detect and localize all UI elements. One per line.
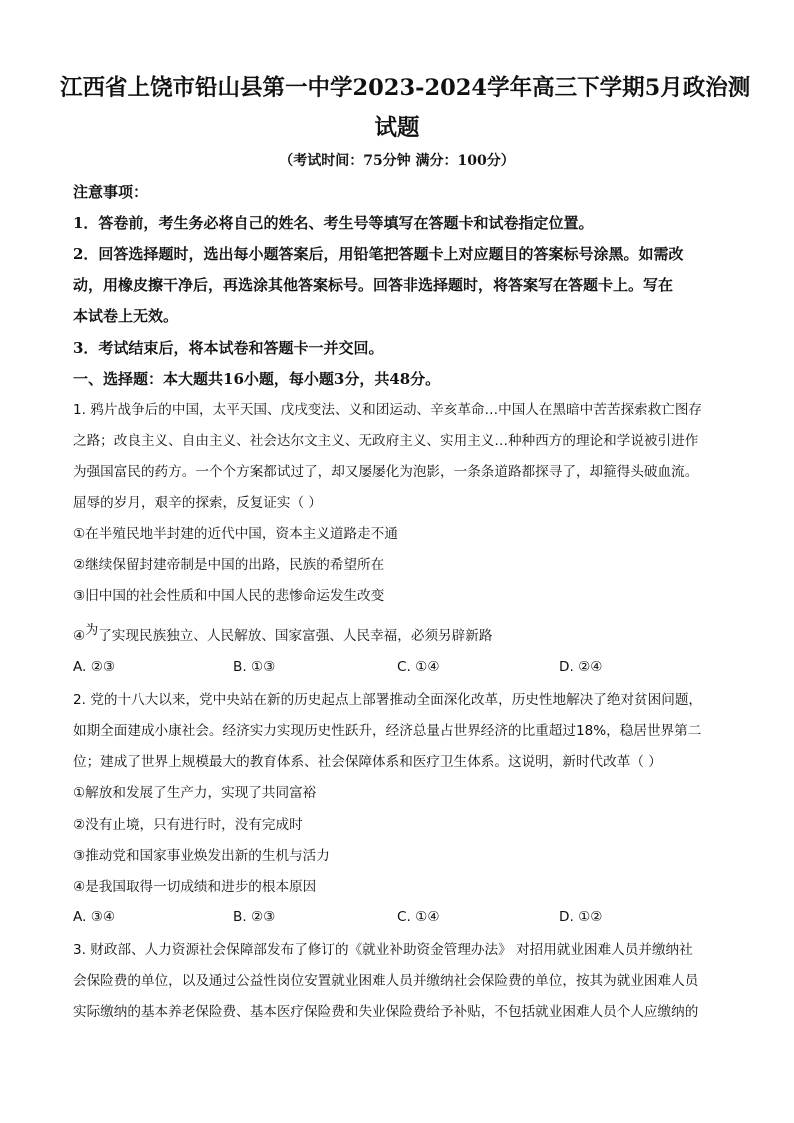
q1-stem-line1: 1. 鸦片战争后的中国，太平天国、戊戌变法、义和团运动、辛亥革命…中国人在黑暗中苦苦探索救亡图存 bbox=[73, 402, 703, 418]
q1-stem-line3: 为强国富民的药方。一个个方案都试过了，却又屡屡化为泡影，一条条道路都探寻了，却箍得头破血流。 bbox=[73, 464, 699, 480]
notice-item-2-line1: 2．回答选择题时，选出每小题答案后，用铅笔把答题卡上对应题目的答案标号涂黑。如需改 bbox=[73, 245, 684, 263]
q1-statement-1: ①在半殖民地半封建的近代中国，资本主义道路走不通 bbox=[73, 526, 398, 542]
q2-option-a[interactable]: A. ③④ bbox=[73, 909, 116, 925]
q1-option-b[interactable]: B. ①③ bbox=[233, 659, 276, 675]
exam-title-line1: 江西省上饶市铅山县第一中学2023-2024学年高三下学期5月政治测 bbox=[60, 75, 751, 101]
q2-statement-3: ③推动党和国家事业焕发出新的生机与活力 bbox=[73, 848, 330, 864]
q2-options bbox=[73, 909, 727, 929]
q2-statement-4: ④是我国取得一切成绩和进步的根本原因 bbox=[73, 879, 317, 895]
section-1-heading: 一、选择题：本大题共16小题，每小题3分，共48分。 bbox=[73, 370, 441, 388]
q2-option-d[interactable]: D. ①② bbox=[559, 909, 603, 925]
q1-option-a[interactable]: A. ②③ bbox=[73, 659, 116, 675]
q2-stem-line3: 位；建成了世界上规模最大的教育体系、社会保障体系和医疗卫生体系。这说明，新时代改革（ ） bbox=[73, 754, 662, 770]
notice-item-2-line3: 本试卷上无效。 bbox=[73, 307, 179, 325]
q1-option-d[interactable]: D. ②④ bbox=[559, 659, 603, 675]
q3-stem-line1: 3. 财政部、人力资源社会保障部发布了修订的《就业补助资金管理办法》 对招用就业困难人员并缴纳社 bbox=[73, 942, 693, 958]
q1-stem-line2: 之路；改良主义、自由主义、社会达尔文主义、无政府主义、实用主义…种种西方的理论和学说被引进作 bbox=[73, 433, 699, 449]
q2-stem-line1: 2. 党的十八大以来，党中央站在新的历史起点上部署推动全面深化改革，历史性地解决了绝对贫困问题， bbox=[73, 692, 703, 708]
q2-option-b[interactable]: B. ②③ bbox=[233, 909, 276, 925]
notice-item-3: 3．考试结束后，将本试卷和答题卡一并交回。 bbox=[73, 339, 384, 357]
q2-statement-1: ①解放和发展了生产力，实现了共同富裕 bbox=[73, 785, 317, 801]
q2-option-c[interactable]: C. ①④ bbox=[397, 909, 440, 925]
q1-statement-3: ③旧中国的社会性质和中国人民的悲惨命运发生改变 bbox=[73, 588, 385, 604]
q1-statement-4-sup: 为 bbox=[85, 623, 99, 638]
q1-statement-2: ②继续保留封建帝制是中国的出路，民族的希望所在 bbox=[73, 557, 385, 573]
q1-statement-4-text: 了实现民族独立、人民解放、国家富强、人民幸福，必须另辟新路 bbox=[98, 628, 493, 644]
q1-statement-4 bbox=[73, 623, 727, 647]
notice-heading: 注意事项： bbox=[73, 183, 149, 201]
q2-stem-line2: 如期全面建成小康社会。经济实力实现历史性跃升，经济总量占世界经济的比重超过18%，稳居世界第二 bbox=[73, 723, 702, 739]
q3-stem-line2: 会保险费的单位，以及通过公益性岗位安置就业困难人员并缴纳社会保险费的单位，按其为就业困难人员 bbox=[73, 973, 699, 989]
exam-time-score: （考试时间：75分钟 满分：100分） bbox=[279, 153, 515, 169]
notice-item-1: 1．答卷前，考生务必将自己的姓名、考生号等填写在答题卡和试卷指定位置。 bbox=[73, 214, 594, 232]
q1-stem-line4: 屈辱的岁月，艰辛的探索，反复证实（ ） bbox=[73, 495, 323, 511]
notice-item-2-line2: 动，用橡皮擦干净后，再选涂其他答案标号。回答非选择题时，将答案写在答题卡上。写在 bbox=[73, 276, 674, 294]
q2-statement-2: ②没有止境，只有进行时，没有完成时 bbox=[73, 817, 303, 833]
q1-options bbox=[73, 659, 727, 679]
q1-statement-4-mark: ④ bbox=[73, 628, 86, 644]
q3-stem-line3: 实际缴纳的基本养老保险费、基本医疗保险费和失业保险费给予补贴，不包括就业困难人员个人应缴纳的 bbox=[73, 1004, 699, 1020]
exam-title-line2: 试题 bbox=[374, 115, 420, 141]
q1-option-c[interactable]: C. ①④ bbox=[397, 659, 440, 675]
